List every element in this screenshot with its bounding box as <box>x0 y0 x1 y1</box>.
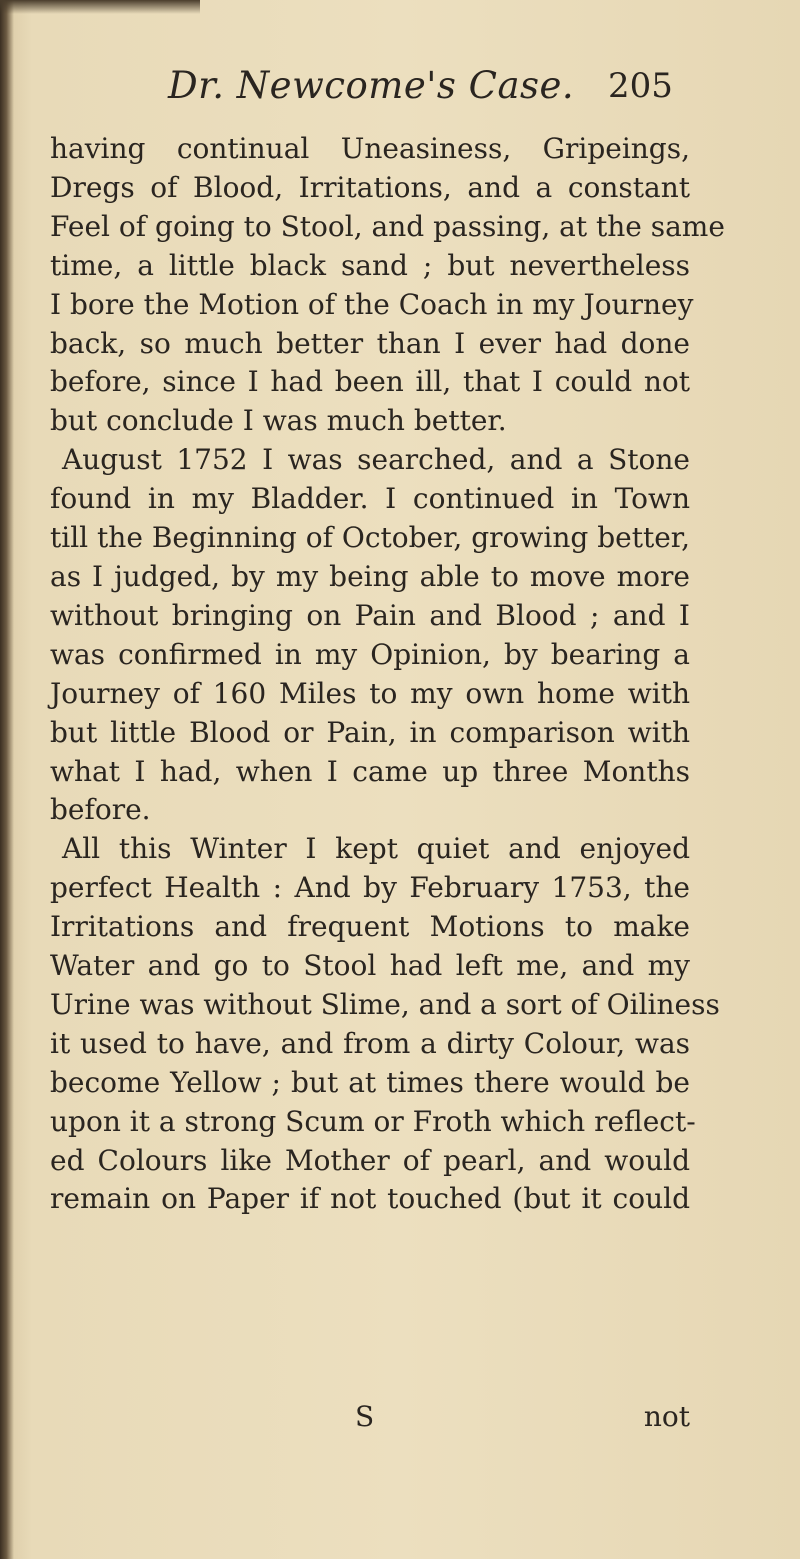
text-line: perfect Health : And by February 1753, the <box>50 871 690 905</box>
catchword: not <box>643 1400 690 1433</box>
text-line: till the Beginning of October, growing better, <box>50 521 690 555</box>
text-line: Feel of going to Stool, and passing, at the same <box>50 209 725 243</box>
text-line: Water and go to Stool had left me, and my <box>50 949 690 983</box>
text-line: time, a little black sand ; but nevertheless <box>50 248 690 282</box>
text-line: ed Colours like Mother of pearl, and would <box>50 1143 690 1177</box>
running-head: Dr. Newcome's Case. <box>168 64 575 107</box>
text-line: August 1752 I was searched, and a Stone <box>62 443 690 477</box>
text-line: was confirmed in my Opinion, by bearing a <box>50 637 690 671</box>
text-line: I bore the Motion of the Coach in my Journey <box>50 287 694 321</box>
text-line: back, so much better than I ever had done <box>50 326 690 360</box>
page-number: 205 <box>608 66 673 106</box>
text-line: what I had, when I came up three Months <box>50 754 690 788</box>
text-line: found in my Bladder. I continued in Town <box>50 482 690 516</box>
text-line: as I judged, by my being able to move more <box>50 559 690 593</box>
text-line: upon it a strong Scum or Froth which reflect- <box>50 1104 696 1138</box>
text-line: All this Winter I kept quiet and enjoyed <box>62 832 690 866</box>
text-line: before, since I had been ill, that I could not <box>50 365 690 399</box>
page-header <box>40 62 740 112</box>
text-line: it used to have, and from a dirty Colour, was <box>50 1026 690 1060</box>
text-line: but little Blood or Pain, in comparison with <box>50 715 690 749</box>
text-line: having continual Uneasiness, Gripeings, <box>50 132 690 165</box>
text-line: before. <box>50 793 151 827</box>
text-line: Dregs of Blood, Irritations, and a constant <box>50 170 690 204</box>
text-line: become Yellow ; but at times there would be <box>50 1065 690 1099</box>
page-spine-shadow <box>0 0 14 1559</box>
signature-mark: S <box>355 1400 375 1433</box>
text-line: remain on Paper if not touched (but it could <box>50 1182 690 1216</box>
text-line: without bringing on Pain and Blood ; and I <box>50 598 690 632</box>
page-footer <box>50 1400 690 1440</box>
text-line: Journey of 160 Miles to my own home with <box>50 676 690 710</box>
text-line: but conclude I was much better. <box>50 404 507 438</box>
page-fold-shadow <box>0 0 200 14</box>
page-body-text <box>50 130 725 1219</box>
text-line: Urine was without Slime, and a sort of Oiliness <box>50 987 720 1021</box>
text-line: Irritations and frequent Motions to make <box>50 910 690 944</box>
